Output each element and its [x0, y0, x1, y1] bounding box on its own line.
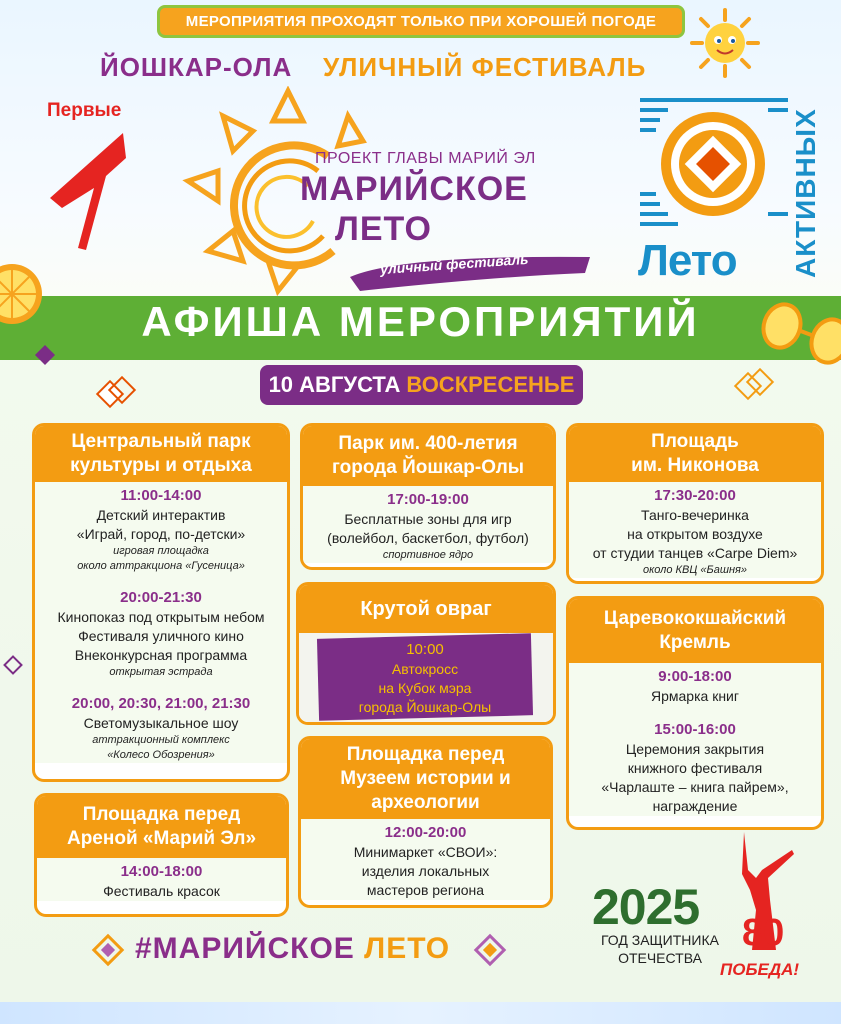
- venue-title-line: Площадь: [651, 431, 739, 452]
- venue-card-park-400: [300, 423, 556, 570]
- mariyskoe-title: МАРИЙСКОЕ: [300, 170, 528, 208]
- event-desc: Минимаркет «СВОИ»:: [353, 844, 498, 860]
- venue-title-line: Крутой овраг: [360, 598, 492, 620]
- event-desc: Бесплатные зоны для игр: [344, 511, 512, 527]
- event-desc: «Чарлаште – книга пайрем»,: [601, 779, 789, 795]
- event-time: 14:00-18:00: [120, 863, 203, 880]
- hashtag: [135, 932, 450, 966]
- event-time: 10:00: [406, 641, 444, 658]
- poster-title: АФИША МЕРОПРИЯТИЙ: [141, 298, 700, 345]
- venue-title-line: Площадка перед: [82, 804, 241, 825]
- event-desc: Детский интерактив: [96, 507, 226, 523]
- venue-title-line: Ареной «Марий Эл»: [66, 828, 257, 849]
- year-caption: ОТЕЧЕСТВА: [618, 950, 702, 966]
- mari-ornament-icon: [470, 930, 510, 970]
- event-place: «Колесо Обозрения»: [107, 749, 215, 761]
- pervye-logo-icon: [48, 128, 138, 253]
- anniversary-number: 80: [742, 912, 785, 954]
- venue-title: [37, 796, 286, 858]
- venue-card-nikonov-square: [566, 423, 824, 584]
- lemon-slice-icon: [0, 258, 52, 330]
- venue-title-line: археологии: [371, 792, 480, 813]
- venue-title-line: Парк им. 400-летия: [338, 433, 518, 454]
- event-place: около аттракциона «Гусеница»: [77, 560, 245, 572]
- event-desc: Ярмарка книг: [651, 688, 739, 704]
- event-desc: награждение: [652, 798, 738, 814]
- event-time: 11:00-14:00: [120, 487, 202, 504]
- event-time: 9:00-18:00: [658, 668, 732, 685]
- venue-card-kremlin: [566, 596, 824, 830]
- venue-title-line: Музеем истории и: [340, 768, 511, 789]
- event-time: 17:00-19:00: [387, 491, 469, 508]
- venue-title: [35, 426, 287, 482]
- year-caption: ГОД ЗАЩИТНИКА: [601, 932, 719, 948]
- event-desc: на открытом воздухе: [627, 526, 763, 542]
- venue-title-line: Кремль: [659, 632, 731, 653]
- sunglasses-icon: [760, 286, 841, 366]
- event-desc: Внеконкурсная программа: [74, 647, 248, 663]
- event-desc: изделия локальных: [361, 863, 490, 879]
- event-desc: города Йошкар-Олы: [358, 699, 492, 715]
- event-place: около КВЦ «Башня»: [642, 564, 747, 576]
- event-desc: Танго-вечеринка: [641, 507, 749, 523]
- venue-title-line: культуры и отдыха: [70, 455, 252, 476]
- sun-character-icon: [690, 8, 760, 78]
- festival-label: УЛИЧНЫЙ ФЕСТИВАЛЬ: [323, 52, 647, 82]
- event-desc: книжного фестиваля: [627, 760, 763, 776]
- event-time: 17:30-20:00: [654, 487, 736, 504]
- venue-title-line: города Йошкар-Олы: [331, 457, 525, 478]
- event-time: 15:00-16:00: [654, 721, 736, 738]
- event-time: 12:00-20:00: [384, 824, 467, 841]
- event-place: спортивное ядро: [382, 549, 474, 561]
- pervye-logo-text: Первые: [47, 100, 122, 121]
- venue-title: [569, 426, 821, 482]
- project-label: ПРОЕКТ ГЛАВЫ МАРИЙ ЭЛ: [315, 150, 536, 167]
- event-desc: (волейбол, баскетбол, футбол): [327, 530, 529, 546]
- venue-title-line: Площадка перед: [346, 744, 505, 765]
- event-date: [260, 365, 583, 405]
- event-desc: Церемония закрытия: [625, 741, 765, 757]
- event-place: открытая эстрада: [109, 666, 213, 678]
- event-place: аттракционный комплекс: [92, 734, 230, 746]
- venue-title: [301, 739, 550, 819]
- venue-title: [299, 585, 553, 633]
- venue-card-museum: [298, 736, 553, 908]
- event-time: 20:00-21:30: [120, 589, 202, 606]
- date-day: 10 АВГУСТА: [268, 372, 401, 397]
- event-desc: Кинопоказ под открытым небом: [57, 609, 265, 625]
- hashtag-part: ЛЕТО: [364, 932, 451, 965]
- event-desc: от студии танцев «Carpe Diem»: [592, 545, 798, 561]
- event-desc: Светомузыкальное шоу: [83, 715, 239, 731]
- mari-ornament-icon: [88, 930, 128, 970]
- event-desc: на Кубок мэра: [378, 680, 472, 696]
- leto-title: ЛЕТО: [335, 210, 432, 248]
- venue-title-line: Центральный парк: [71, 431, 251, 452]
- year-number: 2025: [592, 879, 700, 935]
- hashtag-part: #МАРИЙСКОЕ: [135, 932, 355, 965]
- venue-title: [569, 599, 821, 663]
- venue-title: [303, 426, 553, 486]
- date-weekday: ВОСКРЕСЕНЬЕ: [406, 372, 575, 397]
- city-name: ЙОШКАР-ОЛА: [100, 52, 293, 82]
- venue-title-line: им. Никонова: [631, 455, 759, 476]
- venue-card-central-park: [32, 423, 290, 782]
- aktivnykh-word: АКТИВНЫХ: [790, 108, 821, 278]
- event-desc: мастеров региона: [366, 882, 485, 898]
- leto-word: Лето: [638, 236, 737, 285]
- event-time: 20:00, 20:30, 21:00, 21:30: [71, 695, 251, 712]
- venue-title-line: Царевококшайский: [603, 608, 787, 629]
- event-desc: «Играй, город, по-детски»: [76, 526, 246, 542]
- venue-card-arena: [34, 793, 289, 917]
- event-place: игровая площадка: [113, 545, 209, 557]
- weather-notice: МЕРОПРИЯТИЯ ПРОХОДЯТ ТОЛЬКО ПРИ ХОРОШЕЙ ПОГОДЕ: [157, 5, 685, 38]
- event-desc: Автокросс: [391, 661, 459, 677]
- autocross-event: [318, 640, 532, 717]
- event-desc: Фестиваля уличного кино: [78, 628, 244, 644]
- bottom-clouds: [0, 1002, 841, 1024]
- street-festival-subtitle: уличный фестиваль: [379, 250, 529, 278]
- pobeda-label: ПОБЕДА!: [720, 960, 800, 979]
- event-desc: Фестиваль красок: [103, 883, 220, 899]
